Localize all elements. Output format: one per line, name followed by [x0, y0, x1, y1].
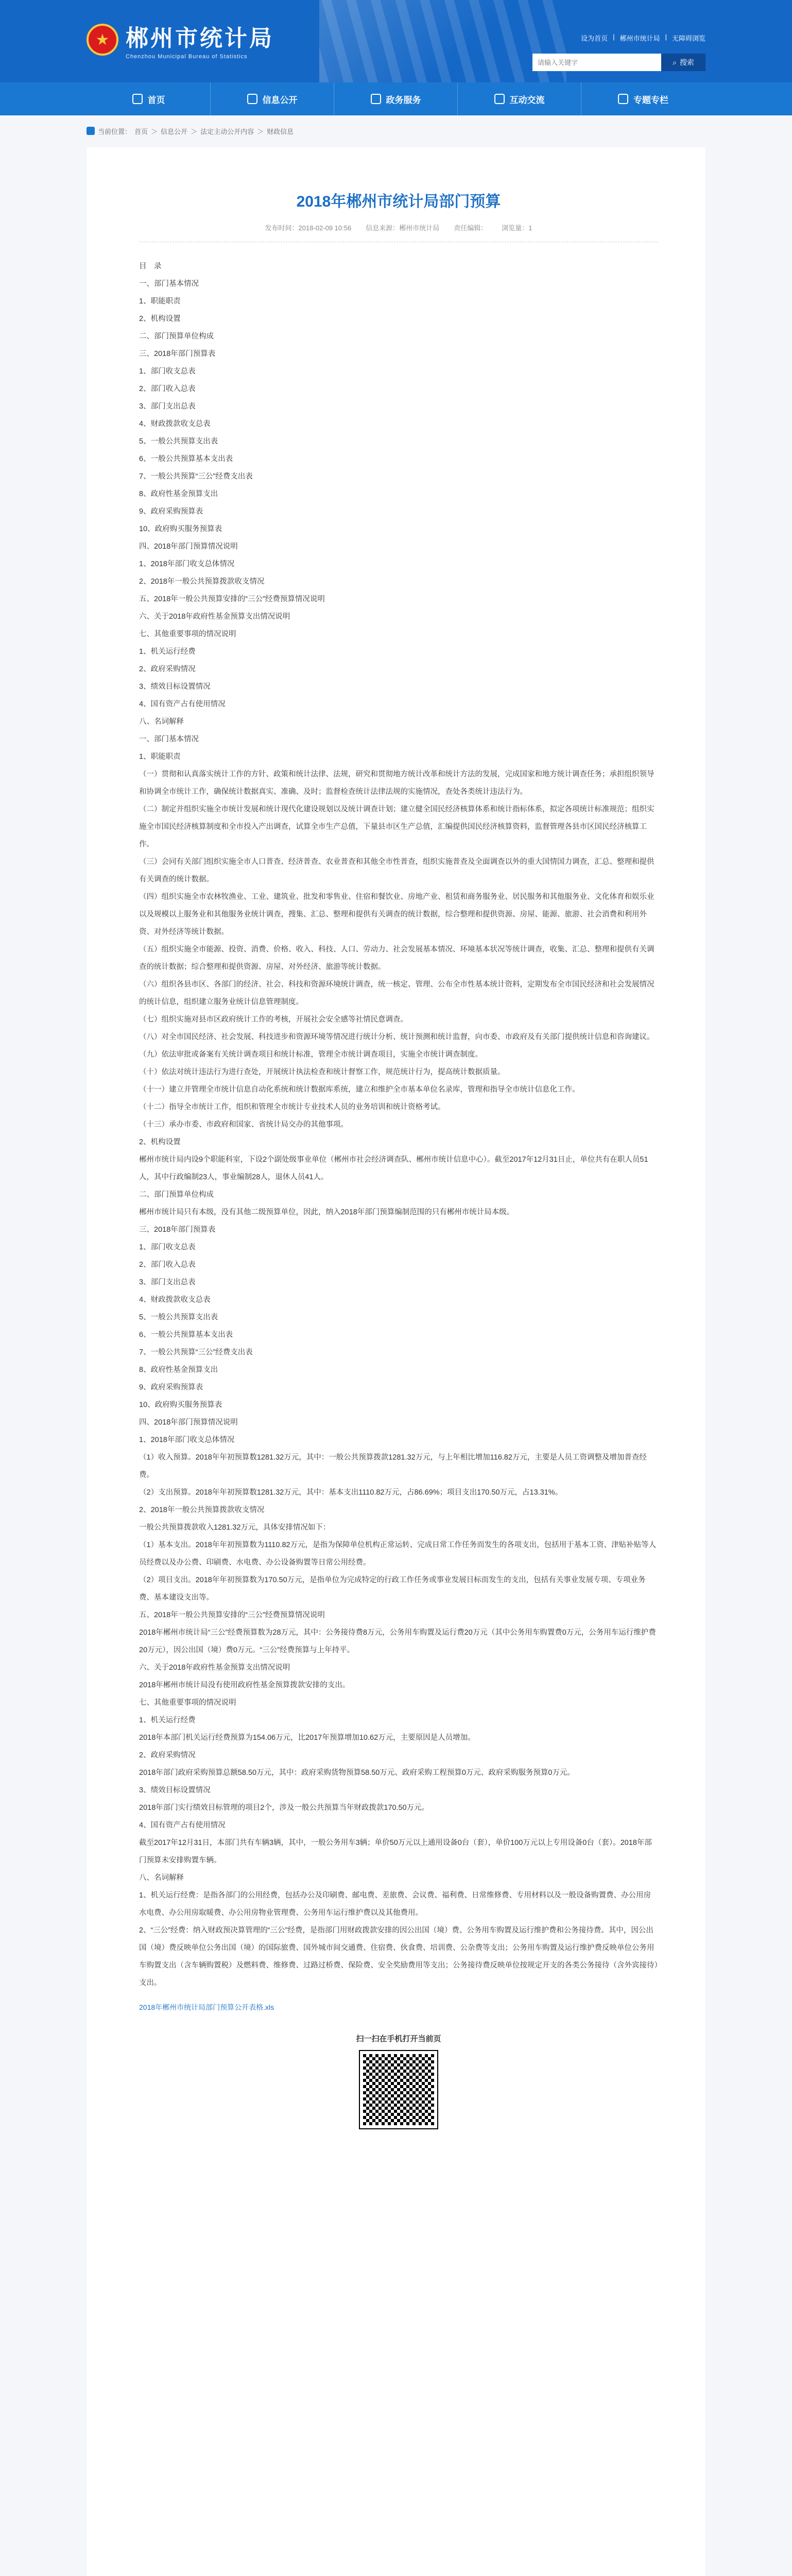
article-paragraph: 一般公共预算拨款收入1281.32万元，具体安排情况如下：	[139, 1523, 331, 1532]
article-paragraph: 6、一般公共预算基本支出表	[139, 1331, 233, 1339]
national-emblem-icon: ★	[87, 24, 118, 56]
info-icon	[247, 94, 257, 104]
article-paragraph: 2、部门收入总表	[139, 385, 196, 393]
article-paragraph: 一、部门基本情况	[139, 280, 199, 288]
article-paragraph: 1、机关运行经费	[139, 648, 196, 656]
bureau-link[interactable]: 郴州市统计局	[619, 35, 660, 42]
article-paragraph: 1、2018年部门收支总体情况	[139, 560, 235, 568]
article-paragraph: 1、职能职责	[139, 297, 181, 306]
article-paragraph: 六、关于2018年政府性基金预算支出情况说明	[139, 613, 290, 621]
article-paragraph: 2、部门收入总表	[139, 1261, 196, 1269]
article-paragraph: 4、国有资产占有使用情况	[139, 1821, 226, 1829]
article-paragraph: 8、政府性基金预算支出	[139, 490, 218, 498]
article-paragraph: 2018年部门实行绩效目标管理的项目2个，涉及一般公共预算当年财政拨款170.50万元。	[139, 1804, 429, 1812]
article-paragraph: （2）项目支出。2018年年初预算数为170.50万元，是指单位为完成特定的行政工作任务或事业发展目标而发生的支出，包括有关事业发展专项、专项业务费、基本建设支出等。	[139, 1576, 646, 1602]
topic-icon	[618, 94, 628, 104]
main-nav	[0, 82, 792, 115]
article-paragraph: （六）组织各县市区、各部门的经济、社会、科技和资源环境统计调查，统一核定、管理、公布全市性基本统计资料，定期发布全市国民经济和社会发展情况的统计信息，组织建立服务业统计信息管理制度。	[139, 980, 655, 1006]
article-paragraph: 八、名词解释	[139, 718, 184, 726]
article-paragraph: 七、其他重要事项的情况说明	[139, 630, 236, 638]
nav-home[interactable]: 首页	[87, 82, 211, 115]
qr-section	[139, 2033, 658, 2128]
article-paragraph: 10、政府购买服务预算表	[139, 1401, 222, 1409]
article-paragraph: 2、机构设置	[139, 1138, 181, 1146]
article-paragraph: （一）贯彻和认真落实统计工作的方针、政策和统计法律、法规，研究和贯彻地方统计改革和统计方法的发展，完成国家和地方统计调查任务；承担组织领导和协调全市统计工作，确保统计数据真实、准确、及时；监督检查统计法律法规的实施情况，查处各类统计违法行为。	[139, 770, 655, 796]
service-icon	[371, 94, 381, 104]
article-paragraph: 五、2018年一般公共预算安排的“三公”经费预算情况说明	[139, 595, 325, 603]
search-button[interactable]: ⌕ 搜索	[661, 54, 705, 71]
article-paragraph: （四）组织实施全市农林牧渔业、工业、建筑业、批发和零售业、住宿和餐饮业、房地产业、租赁和商务服务业、居民服务和其他服务业、文化体育和娱乐业以及规模以上服务业和其他服务业统计调查，搜集、汇总、整理和提供有关调查的统计数据，综合整理和提供资源、房屋、能源、旅游、社会消费和利用外资、对外经济等统计数据。	[139, 893, 655, 936]
article-paragraph: 3、绩效目标设置情况	[139, 1786, 211, 1794]
home-icon	[132, 94, 143, 104]
article-paragraph: （2）支出预算。2018年年初预算数1281.32万元，其中：基本支出1110.82万元，占86.69%；项目支出170.50万元，占13.31%。	[139, 1488, 563, 1497]
site-name-en: Chenzhou Municipal Bureau of Statistics	[126, 54, 248, 60]
article-paragraph: 4、国有资产占有使用情况	[139, 700, 226, 708]
attachment-link[interactable]: 2018年郴州市统计局部门预算公开表格.xls	[139, 2003, 274, 2011]
header-banner-art	[319, 0, 566, 82]
article-paragraph: 2、2018年一般公共预算拨款收支情况	[139, 578, 265, 586]
article-paragraph: 1、机关运行经费：是指各部门的公用经费，包括办公及印刷费、邮电费、差旅费、会议费、福利费、日常维修费、专用材料以及一般设备购置费、办公用房水电费、办公用房取暖费、办公用房物业管理费、公务用车运行维护费以及其他费用。	[139, 1891, 651, 1917]
article-paragraph: 三、2018年部门预算表	[139, 350, 216, 358]
article-paragraph: 3、部门支出总表	[139, 1278, 196, 1286]
article-paragraph: 5、一般公共预算支出表	[139, 1313, 218, 1321]
article-meta	[139, 223, 658, 242]
article-paragraph: 1、职能职责	[139, 753, 181, 761]
publish-time: 发布时间：2018-02-09 10:56	[265, 224, 352, 232]
article-paragraph: 1、部门收支总表	[139, 367, 196, 376]
breadcrumb-info[interactable]: 信息公开	[161, 127, 188, 135]
info-source: 信息来源：郴州市统计局	[366, 224, 440, 232]
article-paragraph: 7、一般公共预算“三公”经费支出表	[139, 1348, 253, 1357]
article-paragraph: 7、一般公共预算“三公”经费支出表	[139, 472, 253, 481]
article-paragraph: 5、一般公共预算支出表	[139, 437, 218, 446]
article-paragraph: 6、一般公共预算基本支出表	[139, 455, 233, 463]
location-icon	[87, 127, 95, 135]
article-card	[87, 147, 705, 2576]
article-paragraph: 四、2018年部门预算情况说明	[139, 1418, 238, 1427]
search-input[interactable]	[532, 54, 661, 71]
article-paragraph: （九）依法审批或备案有关统计调查项目和统计标准，管理全市统计调查项目，实施全市统计调查制度。	[139, 1050, 483, 1059]
top-links: 设为首页 | 郴州市统计局 | 无障碍浏览	[581, 33, 705, 42]
search-icon: ⌕	[673, 58, 677, 66]
article-paragraph: （八）对全市国民经济、社会发展、科技进步和资源环境等情况进行统计分析、统计预测和统计监督，向市委、市政府及有关部门提供统计信息和咨询建议。	[139, 1033, 655, 1041]
article-paragraph: 2018年郴州市统计局没有使用政府性基金预算拨款安排的支出。	[139, 1681, 350, 1689]
article-paragraph: 2、2018年一般公共预算拨款收支情况	[139, 1506, 265, 1514]
breadcrumb-finance[interactable]: 财政信息	[267, 127, 294, 135]
article-paragraph: 四、2018年部门预算情况说明	[139, 543, 238, 551]
article-paragraph: 一、部门基本情况	[139, 735, 199, 743]
article-paragraph: 8、政府性基金预算支出	[139, 1366, 218, 1374]
article-paragraph: 二、部门预算单位构成	[139, 332, 214, 341]
article-paragraph: （十二）指导全市统计工作，组织和管理全市统计专业技术人员的业务培训和统计资格考试。	[139, 1103, 445, 1111]
article-paragraph: （二）制定并组织实施全市统计发展和统计现代化建设规划以及统计调查计划；建立健全国民经济核算体系和统计指标体系，拟定各项统计标准规范；组织实施全市国民经济核算制度和全市投入产出调查，试算全市生产总值，下量县市区生产总值，汇编提供国民经济核算资料，监督管理各县市区国民经济核算工作。	[139, 805, 655, 849]
article-paragraph: 截至2017年12月31日，本部门共有车辆3辆，其中，一般公务用车3辆；单价50万元以上通用设备0台（套），单价100万元以上专用设备0台（套）。2018年部门预算未安排购置车辆。	[139, 1839, 652, 1865]
article-paragraph: 2、“三公”经费：纳入财政预决算管理的“三公”经费，是指部门用财政拨款安排的因公出国（境）费、公务用车购置及运行维护费和公务接待费。其中，因公出国（境）费反映单位公务出国（境）的国际旅费、国外城市间交通费、住宿费、伙食费、培训费、公杂费等支出；公务用车购置及运行维护费反映单位公务用车购置支出（含车辆购置税）及燃料费、维修费、过路过桥费、保险费、安全奖励费用等支出；公务接待费反映单位按规定开支的各类公务接待（含外宾接待）支出。	[139, 1926, 658, 1987]
article-paragraph: （七）组织实施对县市区政府统计工作的考核，开展社会安全感等社情民意调查。	[139, 1015, 408, 1024]
article-paragraph: 六、关于2018年政府性基金预算支出情况说明	[139, 1664, 290, 1672]
article-paragraph: 二、部门预算单位构成	[139, 1191, 214, 1199]
article-paragraph: （1）收入预算。2018年年初预算数1281.32万元，其中：一般公共预算拨款1281.32万元，与上年相比增加116.82万元，主要是人员工资调整及增加普查经费。	[139, 1453, 647, 1479]
article-paragraph: 4、财政拨款收支总表	[139, 1296, 211, 1304]
article-paragraph: 9、政府采购预算表	[139, 1383, 203, 1392]
article-paragraph: 1、2018年部门收支总体情况	[139, 1436, 235, 1444]
article-paragraph: 三、2018年部门预算表	[139, 1226, 216, 1234]
nav-topics[interactable]: 专题专栏	[581, 82, 705, 115]
article-paragraph: 2018年部门政府采购预算总额58.50万元，其中：政府采购货物预算58.50万元、政府采购工程预算0万元、政府采购服务预算0万元。	[139, 1769, 575, 1777]
article-paragraph: （十）依法对统计违法行为进行查处，开展统计执法检查和统计督察工作，规范统计行为，提高统计数据质量。	[139, 1068, 505, 1076]
article-paragraph: 9、政府采购预算表	[139, 507, 203, 516]
qr-caption: 扫一扫在手机打开当前页	[356, 2035, 441, 2043]
site-logo[interactable]	[87, 20, 274, 60]
accessibility-link[interactable]: 无障碍浏览	[672, 35, 705, 42]
article-paragraph: （五）组织实施全市能源、投资、消费、价格、收入、科技、人口、劳动力、社会发展基本情况、环境基本状况等统计调查，收集、汇总、整理和提供有关调查的统计数据；综合整理和提供资源、房屋、对外经济、旅游等统计数据。	[139, 945, 655, 971]
article-paragraph: 2、机构设置	[139, 315, 181, 323]
view-count: 浏览量：1	[502, 224, 532, 232]
site-header	[0, 0, 792, 82]
article-paragraph: 10、政府购买服务预算表	[139, 525, 222, 533]
article-paragraph: 3、部门支出总表	[139, 402, 196, 411]
article-paragraph: 3、绩效目标设置情况	[139, 683, 211, 691]
article-body	[139, 258, 658, 1992]
search-bar	[532, 54, 705, 71]
chat-icon	[494, 94, 505, 104]
article-paragraph: 2018年郴州市统计局“三公”经费预算数为28万元，其中：公务接待费8万元，公务用车购置及运行费20万元（其中公务用车购置费0万元，公务用车运行维护费20万元），因公出国（境）费0万元。“三公”经费预算与上年持平。	[139, 1629, 656, 1654]
article-paragraph: 4、财政拨款收支总表	[139, 420, 211, 428]
article-paragraph: 2018年本部门机关运行经费预算为154.06万元，比2017年预算增加10.62万元，主要原因是人员增加。	[139, 1734, 475, 1742]
nav-interaction[interactable]: 互动交流	[458, 82, 581, 115]
article-paragraph: （1）基本支出。2018年年初预算数为1110.82万元，是指为保障单位机构正常运转、完成日常工作任务而发生的各项支出，包括用于基本工资、津贴补贴等人员经费以及办公费、印刷费、水电费、办公设备购置等日常公用经费。	[139, 1541, 657, 1567]
article-title: 2018年郴州市统计局部门预算	[296, 193, 501, 210]
breadcrumb: 当前位置： 首页 ＞ 信息公开 ＞ 法定主动公开内容 ＞ 财政信息	[87, 121, 705, 141]
set-homepage-link[interactable]: 设为首页	[581, 35, 608, 42]
article-paragraph: 五、2018年一般公共预算安排的“三公”经费预算情况说明	[139, 1611, 325, 1619]
nav-gov-service[interactable]: 政务服务	[334, 82, 458, 115]
article-paragraph: 2、政府采购情况	[139, 1751, 196, 1759]
article-paragraph: 2、政府采购情况	[139, 665, 196, 673]
qr-code-icon	[360, 2051, 437, 2128]
article-paragraph: 1、机关运行经费	[139, 1716, 196, 1724]
article-paragraph: （十三）承办市委、市政府和国家、省统计局交办的其他事项。	[139, 1121, 348, 1129]
breadcrumb-home[interactable]: 首页	[134, 127, 148, 135]
editor: 责任编辑：	[454, 224, 488, 232]
article-paragraph: 1、部门收支总表	[139, 1243, 196, 1251]
article-paragraph: （三）会同有关部门组织实施全市人口普查、经济普查、农业普查和其他全市性普查，组织实施普查及全面调查以外的重大国情国力调查，汇总、整理和提供有关调查的统计数据。	[139, 858, 655, 884]
article-paragraph: 七、其他重要事项的情况说明	[139, 1699, 236, 1707]
article-paragraph: 目 录	[139, 262, 162, 270]
article-paragraph: 郴州市统计局内设9个职能科室，下设2个副处级事业单位（郴州市社会经济调查队、郴州市统计信息中心）。截至2017年12月31日止，单位共有在职人员51人，其中行政编制23人，事业编制28人，退休人员41人。	[139, 1156, 648, 1181]
breadcrumb-legal[interactable]: 法定主动公开内容	[200, 127, 254, 135]
nav-info-disclosure[interactable]: 信息公开	[211, 82, 334, 115]
article-paragraph: （十一）建立并管理全市统计信息自动化系统和统计数据库系统，建立和维护全市基本单位名录库，管理和指导全市统计信息化工作。	[139, 1086, 580, 1094]
article-paragraph: 八、名词解释	[139, 1874, 184, 1882]
article-paragraph: 郴州市统计局只有本级，没有其他二级预算单位，因此，纳入2018年部门预算编制范围的只有郴州市统计局本级。	[139, 1208, 514, 1216]
site-name: 郴州市统计局	[126, 25, 274, 52]
